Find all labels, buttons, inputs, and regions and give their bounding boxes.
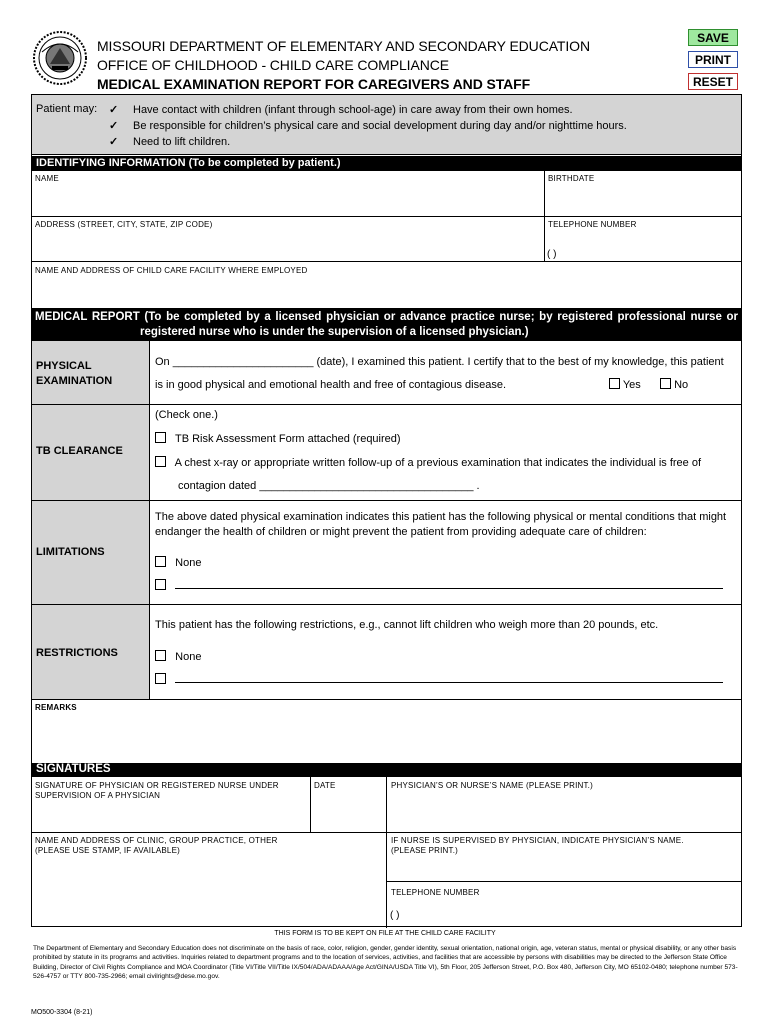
tb-clearance-label-cell <box>32 405 150 500</box>
date-field[interactable] <box>311 777 386 832</box>
patient-may-item: ✓ Be responsible for children’s physical care and social development during day and/or nighttime hours. <box>109 120 627 132</box>
limitations-none-option[interactable]: None <box>155 556 201 569</box>
limitations-statement: The above dated physical examination indicates this patient has the following physical or mental conditions that might <box>155 511 727 523</box>
tb-chest-xray-checkbox[interactable] <box>155 456 166 467</box>
restrictions-other-checkbox[interactable] <box>155 673 166 684</box>
form-frame: Patient may: ✓ Have contact with children (infant through school-age) in care away from their own homes. ✓ Be responsible for children’s physical care and social development during day and/or nighttime hours. ✓ Need to lift children. IDENTIFYING INFORMATION (To be completed by patient.) NAME BIRTHDATE ADDRESS (STREET, CITY, STATE, ZIP CODE) TELEPHONE NUMBER ( ) NAME AND ADDRESS OF CHILD CARE FACILITY WHERE EMPLOYED MEDICAL REPORT (To be completed by a licensed physician or advance practice nurse; by registered professional nurse or registered nurse who is under the supervision of a licensed physician.) PHYSICAL EXAMINATION On _______________________ (date), I examined this patient. I certify that to the best of my knowledge, this patient is in good physical and emotional health and free of contagious disease. Yes No TB CLEARANCE (Check one.) TB Risk Assessment Form attached (required) A chest x-ray or appropriate written follow-up of a previous examination that indicates the individual is free of contagion dated ___________________________________ . LIMITATIONS The above dated physical examination indicates this patient has the following physical or mental conditions that might endanger the health of children or might prevent the patient from providing adequate care of children: None RESTRICTIONS This patient has the following restrictions, e.g., cannot lift children who weigh more than 20 pounds, etc. None REMARKS SIGNATURES SIGNATURE OF PHYSICIAN OR REGISTERED NURSE UNDER SUPERVISION OF A PHYSICIAN DATE PHYSICIAN’S OR NURSE’S NAME (PLEASE PRINT.) NAME AND ADDRESS OF CLINIC, GROUP PRACTICE, OTHER (PLEASE USE STAMP, IF AVAILABLE) IF NURSE IS SUPERVISED BY PHYSICIAN, INDICATE PHYSICIAN’S NAME. (PLEASE PRINT.) TELEPHONE NUMBER ( ) <box>31 94 742 927</box>
clinic-telephone-field[interactable]: ( ) <box>390 910 400 921</box>
check-icon: ✓ <box>109 136 119 148</box>
tb-option-risk-assessment[interactable]: TB Risk Assessment Form attached (required) <box>155 432 401 445</box>
restrictions-none-option[interactable]: None <box>155 650 201 663</box>
limitations-other-field[interactable] <box>175 579 723 589</box>
tb-risk-assessment-checkbox[interactable] <box>155 432 166 443</box>
telephone-field[interactable]: ( ) <box>547 249 557 260</box>
name-label: NAME <box>35 174 59 183</box>
header-department: MISSOURI DEPARTMENT OF ELEMENTARY AND SECONDARY EDUCATION <box>97 38 590 54</box>
signature-field[interactable] <box>32 777 310 832</box>
limitations-other-option[interactable] <box>155 579 723 592</box>
facility-label: NAME AND ADDRESS OF CHILD CARE FACILITY WHERE EMPLOYED <box>35 266 308 275</box>
restrictions-statement: This patient has the following restrictions, e.g., cannot lift children who weigh more than 20 pounds, etc. <box>155 619 659 631</box>
restrictions-none-checkbox[interactable] <box>155 650 166 661</box>
no-option[interactable]: No <box>660 378 688 391</box>
patient-may-label: Patient may: <box>36 103 98 115</box>
save-button[interactable]: SAVE <box>688 29 738 46</box>
patient-may-item: ✓ Need to lift children. <box>109 136 231 148</box>
tb-option-chest-xray[interactable]: A chest x-ray or appropriate written follow-up of a previous examination that indicates the individual is free of <box>155 456 701 469</box>
contagion-dated-field[interactable]: contagion dated ___________________________________ . <box>178 480 480 492</box>
signatures-header: SIGNATURES <box>32 763 741 777</box>
signature-label: SIGNATURE OF PHYSICIAN OR REGISTERED NURSE UNDER <box>35 781 279 790</box>
physical-exam-label-cell: PHYSICAL EXAMINATION <box>32 341 150 404</box>
restrictions-other-option[interactable] <box>155 673 723 686</box>
printed-name-field[interactable] <box>387 777 741 832</box>
limitations-label: LIMITATIONS <box>36 546 105 558</box>
form-number: MO500-3304 (8-21) <box>31 1009 93 1016</box>
physical-exam-statement-2: is in good physical and emotional health and free of contagious disease. <box>155 379 507 391</box>
keep-on-file-note: THIS FORM IS TO BE KEPT ON FILE AT THE CHILD CARE FACILITY <box>274 930 496 937</box>
print-button[interactable]: PRINT <box>688 51 738 68</box>
check-icon: ✓ <box>109 104 119 116</box>
nondiscrimination-statement: The Department of Elementary and Secondary Education does not discriminate on the basis of race, color, religion, gender, gender identity, sexual orientation, national origin, age, veteran status, mental or physical disability, or any other basis prohibited by statute in its programs and activities. Inquiries related to department programs and to the location of services, activities, and facilities that are accessible by persons with disabilities may be directed to the Jefferson State Office Building, Director of Civil Rights Compliance and MOA Coordinator (Title VI/Title VII/Title IX/504/ADA/ADAAA/Age Act/GINA/USDA Title VI), 5th Floor, 205 Jefferson Street, P.O. Box 480, Jefferson City, MO 65102-0480; telephone number 573-526-4757 or TTY 800-735-2966; email civilrights@dese.mo.gov. <box>33 945 738 981</box>
clinic-label: NAME AND ADDRESS OF CLINIC, GROUP PRACTICE, OTHER <box>35 836 278 845</box>
no-checkbox[interactable] <box>660 378 671 389</box>
address-label: ADDRESS (STREET, CITY, STATE, ZIP CODE) <box>35 220 213 229</box>
date-label: DATE <box>314 781 336 790</box>
form-title: MEDICAL EXAMINATION REPORT FOR CAREGIVERS AND STAFF <box>97 76 531 92</box>
check-icon: ✓ <box>109 120 119 132</box>
identifying-info-header: IDENTIFYING INFORMATION (To be completed by patient.) <box>32 156 741 171</box>
limitations-label-cell <box>32 501 150 604</box>
supervising-physician-label: IF NURSE IS SUPERVISED BY PHYSICIAN, INDICATE PHYSICIAN’S NAME. <box>391 836 684 845</box>
limitations-other-checkbox[interactable] <box>155 579 166 590</box>
physical-exam-statement: On _______________________ (date), I examined this patient. I certify that to the best of my knowledge, this patient <box>155 356 724 368</box>
remarks-field[interactable] <box>32 700 741 763</box>
printed-name-label: PHYSICIAN’S OR NURSE’S NAME (PLEASE PRINT.) <box>391 781 593 790</box>
patient-may-section <box>32 95 741 155</box>
clinic-telephone-label: TELEPHONE NUMBER <box>391 888 480 897</box>
restrictions-label-cell <box>32 605 150 699</box>
check-one-note: (Check one.) <box>155 409 218 421</box>
address-field[interactable] <box>32 217 544 261</box>
clinic-field[interactable] <box>32 833 386 928</box>
patient-may-item: ✓ Have contact with children (infant through school-age) in care away from their own homes. <box>109 104 573 116</box>
yes-checkbox[interactable] <box>609 378 620 389</box>
name-field[interactable] <box>32 171 544 216</box>
telephone-label: TELEPHONE NUMBER <box>548 220 637 229</box>
physical-exam-label: PHYSICAL <box>36 360 92 372</box>
missouri-state-seal-icon <box>32 30 88 86</box>
birthdate-field[interactable] <box>545 171 741 216</box>
restrictions-other-field[interactable] <box>175 673 723 683</box>
tb-clearance-label: TB CLEARANCE <box>36 445 123 457</box>
header-office: OFFICE OF CHILDHOOD - CHILD CARE COMPLIANCE <box>97 57 449 73</box>
limitations-statement-2: endanger the health of children or might prevent the patient from providing adequate care of children: <box>155 526 647 538</box>
remarks-label: REMARKS <box>35 703 77 712</box>
medical-report-header: MEDICAL REPORT (To be completed by a licensed physician or advance practice nurse; by registered professional nurse or registered nurse who is under the supervision of a licensed physician.) <box>32 308 741 341</box>
facility-field[interactable] <box>32 262 741 308</box>
birthdate-label: BIRTHDATE <box>548 174 595 183</box>
supervising-physician-field[interactable] <box>387 833 741 881</box>
reset-button[interactable]: RESET <box>688 73 738 90</box>
restrictions-label: RESTRICTIONS <box>36 647 118 659</box>
limitations-none-checkbox[interactable] <box>155 556 166 567</box>
yes-option[interactable]: Yes <box>609 378 641 391</box>
